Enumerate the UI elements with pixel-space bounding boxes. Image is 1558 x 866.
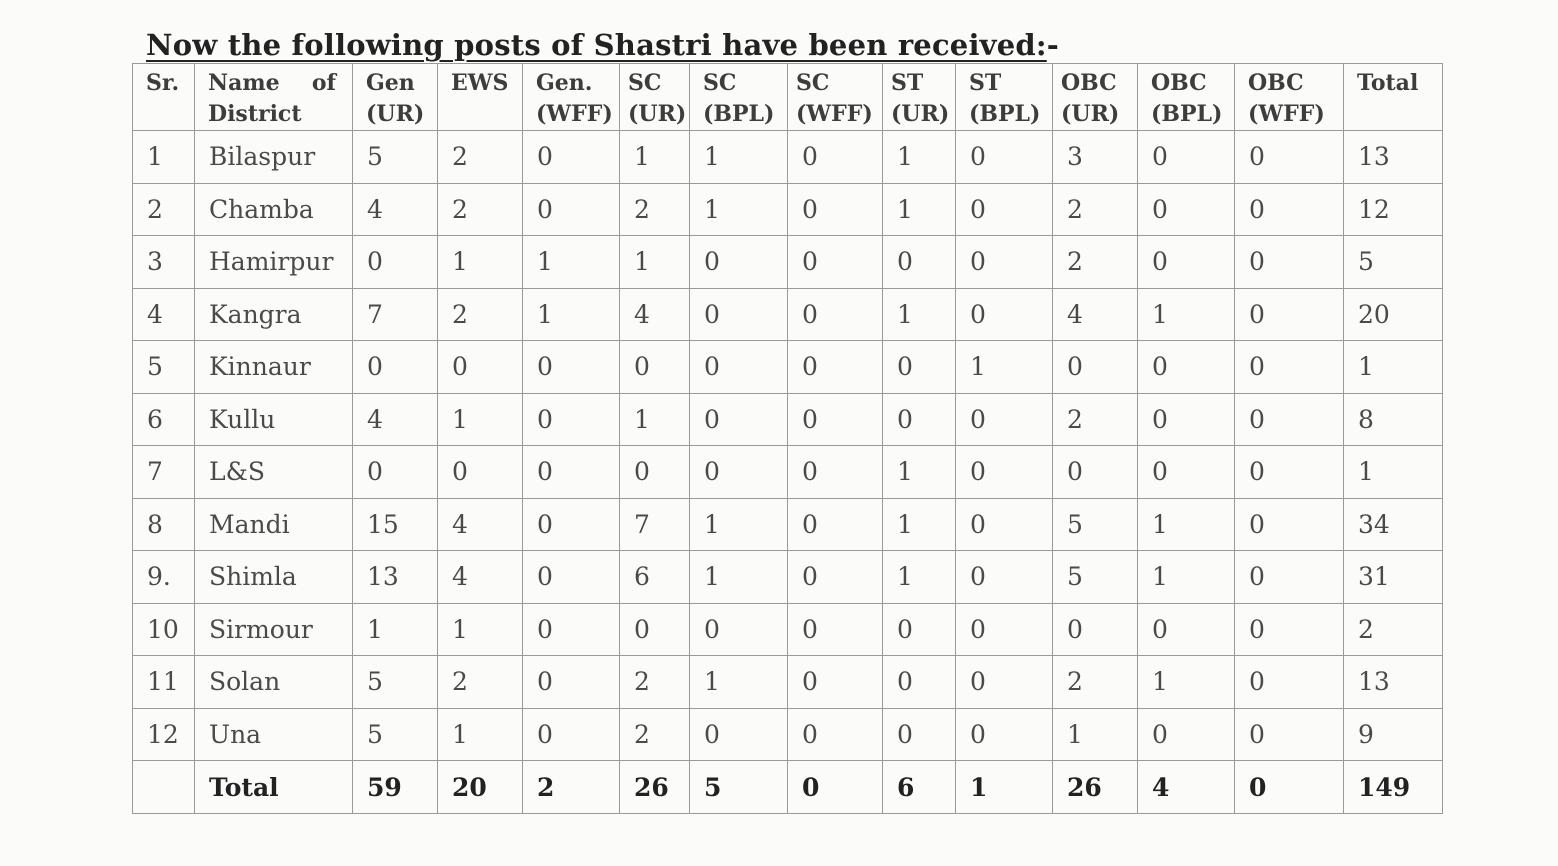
col-obc-wff: OBC (WFF) [1235,64,1344,131]
ews-cell: 1 [438,393,523,446]
sc-bpl-cell: 1 [690,183,788,236]
table-row [133,183,1443,236]
obc-wff-cell: 0 [1235,393,1344,446]
st-bpl-cell: 0 [956,393,1053,446]
table-row [133,288,1443,341]
sc-ur-cell: 2 [620,183,690,236]
row-district: Bilaspur [195,131,353,184]
obc-ur-cell: 2 [1053,183,1138,236]
gen-wff-cell: 0 [523,393,620,446]
sc-wff-cell: 0 [788,446,883,499]
obc-ur-cell: 5 [1053,551,1138,604]
gen-wff-cell: 0 [523,551,620,604]
gen-wff-cell: 1 [523,288,620,341]
sc-wff-cell: 0 [788,603,883,656]
table-row [133,393,1443,446]
obc-wff-cell: 0 [1235,341,1344,394]
obc-wff-cell: 0 [1235,708,1344,761]
obc-ur-cell: 2 [1053,393,1138,446]
row-sr: 1 [133,131,195,184]
col-gen-ur: Gen (UR) [353,64,438,131]
sc-ur-cell: 0 [620,341,690,394]
grand-total-cell: 149 [1344,761,1443,814]
gen-ur-cell: 13 [353,551,438,604]
row-district: Sirmour [195,603,353,656]
obc-wff-cell: 0 [1235,288,1344,341]
row-sr: 5 [133,341,195,394]
st-bpl-cell: 0 [956,131,1053,184]
total-cell: 59 [353,761,438,814]
obc-ur-cell: 2 [1053,656,1138,709]
obc-wff-cell: 0 [1235,131,1344,184]
st-bpl-cell: 0 [956,236,1053,289]
sc-wff-cell: 0 [788,393,883,446]
gen-ur-cell: 5 [353,708,438,761]
ews-cell: 2 [438,288,523,341]
row-district: Kullu [195,393,353,446]
row-total-cell: 13 [1344,131,1443,184]
row-sr: 11 [133,656,195,709]
col-sr: Sr. [133,64,195,131]
total-cell: 26 [620,761,690,814]
obc-wff-cell: 0 [1235,446,1344,499]
sc-ur-cell: 2 [620,656,690,709]
ews-cell: 1 [438,708,523,761]
sc-ur-cell: 1 [620,236,690,289]
sc-ur-cell: 6 [620,551,690,604]
sc-wff-cell: 0 [788,341,883,394]
total-cell: 1 [956,761,1053,814]
total-cell: 4 [1138,761,1235,814]
row-district: L&S [195,446,353,499]
sc-ur-cell: 0 [620,603,690,656]
obc-wff-cell: 0 [1235,603,1344,656]
st-bpl-cell: 0 [956,551,1053,604]
gen-wff-cell: 0 [523,341,620,394]
gen-wff-cell: 0 [523,656,620,709]
st-ur-cell: 1 [883,551,956,604]
gen-wff-cell: 0 [523,498,620,551]
col-sc-wff: SC (WFF) [788,64,883,131]
sc-wff-cell: 0 [788,288,883,341]
st-ur-cell: 1 [883,183,956,236]
total-cell: 5 [690,761,788,814]
st-ur-cell: 0 [883,341,956,394]
row-sr: 9. [133,551,195,604]
row-total-cell: 2 [1344,603,1443,656]
document-heading [146,28,1059,62]
total-cell: 2 [523,761,620,814]
obc-bpl-cell: 0 [1138,341,1235,394]
row-total-cell: 20 [1344,288,1443,341]
col-total: Total [1344,64,1443,131]
col-obc-bpl: OBC (BPL) [1138,64,1235,131]
st-bpl-cell: 0 [956,183,1053,236]
st-bpl-cell: 0 [956,498,1053,551]
obc-ur-cell: 3 [1053,131,1138,184]
st-bpl-cell: 0 [956,656,1053,709]
table-header-row [133,64,1443,131]
obc-wff-cell: 0 [1235,551,1344,604]
ews-cell: 4 [438,498,523,551]
table-row [133,446,1443,499]
st-ur-cell: 0 [883,656,956,709]
gen-wff-cell: 1 [523,236,620,289]
sc-wff-cell: 0 [788,551,883,604]
sc-bpl-cell: 1 [690,656,788,709]
gen-wff-cell: 0 [523,603,620,656]
obc-ur-cell: 1 [1053,708,1138,761]
ews-cell: 0 [438,446,523,499]
total-cell: 26 [1053,761,1138,814]
row-district: Hamirpur [195,236,353,289]
st-ur-cell: 0 [883,393,956,446]
row-total-cell: 34 [1344,498,1443,551]
sc-wff-cell: 0 [788,236,883,289]
row-total-cell: 31 [1344,551,1443,604]
obc-bpl-cell: 0 [1138,446,1235,499]
row-district: Kangra [195,288,353,341]
row-total-cell: 5 [1344,236,1443,289]
obc-bpl-cell: 0 [1138,603,1235,656]
row-total-cell: 9 [1344,708,1443,761]
col-st-bpl: ST (BPL) [956,64,1053,131]
row-district: Chamba [195,183,353,236]
sc-wff-cell: 0 [788,183,883,236]
st-ur-cell: 0 [883,603,956,656]
col-sc-bpl: SC (BPL) [690,64,788,131]
table-row [133,498,1443,551]
sc-bpl-cell: 1 [690,131,788,184]
sc-wff-cell: 0 [788,131,883,184]
obc-bpl-cell: 0 [1138,393,1235,446]
row-sr: 8 [133,498,195,551]
gen-ur-cell: 5 [353,131,438,184]
col-obc-ur: OBC (UR) [1053,64,1138,131]
sc-bpl-cell: 0 [690,603,788,656]
obc-bpl-cell: 1 [1138,551,1235,604]
sc-wff-cell: 0 [788,656,883,709]
row-sr: 6 [133,393,195,446]
total-cell: 20 [438,761,523,814]
row-district: Shimla [195,551,353,604]
gen-wff-cell: 0 [523,183,620,236]
st-bpl-cell: 0 [956,708,1053,761]
st-ur-cell: 1 [883,498,956,551]
st-ur-cell: 1 [883,446,956,499]
table-row [133,131,1443,184]
st-ur-cell: 0 [883,708,956,761]
row-sr: 2 [133,183,195,236]
col-ews: EWS [438,64,523,131]
row-sr: 3 [133,236,195,289]
obc-ur-cell: 2 [1053,236,1138,289]
sc-ur-cell: 0 [620,446,690,499]
heading-suffix: - [1046,28,1060,62]
obc-bpl-cell: 0 [1138,183,1235,236]
sc-bpl-cell: 0 [690,708,788,761]
obc-ur-cell: 0 [1053,603,1138,656]
ews-cell: 0 [438,341,523,394]
total-cell: 0 [788,761,883,814]
col-sc-ur: SC (UR) [620,64,690,131]
gen-wff-cell: 0 [523,446,620,499]
table-row [133,341,1443,394]
row-sr: 12 [133,708,195,761]
posts-table [132,63,1443,814]
totals-sr [133,761,195,814]
gen-ur-cell: 0 [353,341,438,394]
gen-wff-cell: 0 [523,131,620,184]
ews-cell: 4 [438,551,523,604]
row-total-cell: 1 [1344,341,1443,394]
obc-bpl-cell: 0 [1138,131,1235,184]
obc-ur-cell: 5 [1053,498,1138,551]
sc-ur-cell: 2 [620,708,690,761]
sc-wff-cell: 0 [788,498,883,551]
obc-ur-cell: 0 [1053,341,1138,394]
heading-text: Now the following posts of Shastri have been received: [146,28,1047,62]
col-st-ur: ST (UR) [883,64,956,131]
table-body [133,131,1443,761]
st-bpl-cell: 0 [956,603,1053,656]
total-cell: 6 [883,761,956,814]
table-row [133,551,1443,604]
row-district: Una [195,708,353,761]
sc-wff-cell: 0 [788,708,883,761]
obc-bpl-cell: 0 [1138,236,1235,289]
obc-wff-cell: 0 [1235,498,1344,551]
sc-bpl-cell: 0 [690,446,788,499]
table-row [133,603,1443,656]
sc-bpl-cell: 0 [690,393,788,446]
ews-cell: 1 [438,603,523,656]
row-total-cell: 13 [1344,656,1443,709]
row-district: Kinnaur [195,341,353,394]
sc-ur-cell: 7 [620,498,690,551]
row-district: Solan [195,656,353,709]
ews-cell: 2 [438,183,523,236]
sc-bpl-cell: 1 [690,498,788,551]
sc-bpl-cell: 0 [690,341,788,394]
st-ur-cell: 0 [883,236,956,289]
obc-bpl-cell: 1 [1138,498,1235,551]
gen-ur-cell: 1 [353,603,438,656]
col-district: Name of District [195,64,353,131]
obc-ur-cell: 4 [1053,288,1138,341]
table-row [133,236,1443,289]
totals-label: Total [195,761,353,814]
obc-wff-cell: 0 [1235,236,1344,289]
ews-cell: 2 [438,131,523,184]
sc-bpl-cell: 0 [690,288,788,341]
row-total-cell: 8 [1344,393,1443,446]
st-bpl-cell: 0 [956,446,1053,499]
row-total-cell: 12 [1344,183,1443,236]
col-gen-wff: Gen. (WFF) [523,64,620,131]
st-bpl-cell: 1 [956,341,1053,394]
sc-bpl-cell: 0 [690,236,788,289]
sc-ur-cell: 1 [620,393,690,446]
ews-cell: 2 [438,656,523,709]
obc-wff-cell: 0 [1235,183,1344,236]
row-district: Mandi [195,498,353,551]
sc-ur-cell: 4 [620,288,690,341]
obc-ur-cell: 0 [1053,446,1138,499]
row-sr: 10 [133,603,195,656]
obc-bpl-cell: 1 [1138,656,1235,709]
row-sr: 7 [133,446,195,499]
gen-ur-cell: 4 [353,393,438,446]
totals-row [133,761,1443,814]
gen-ur-cell: 4 [353,183,438,236]
st-bpl-cell: 0 [956,288,1053,341]
gen-ur-cell: 7 [353,288,438,341]
gen-ur-cell: 0 [353,446,438,499]
table-row [133,708,1443,761]
gen-ur-cell: 0 [353,236,438,289]
row-sr: 4 [133,288,195,341]
st-ur-cell: 1 [883,131,956,184]
gen-wff-cell: 0 [523,708,620,761]
total-cell: 0 [1235,761,1344,814]
gen-ur-cell: 5 [353,656,438,709]
st-ur-cell: 1 [883,288,956,341]
obc-bpl-cell: 0 [1138,708,1235,761]
gen-ur-cell: 15 [353,498,438,551]
sc-ur-cell: 1 [620,131,690,184]
row-total-cell: 1 [1344,446,1443,499]
obc-bpl-cell: 1 [1138,288,1235,341]
ews-cell: 1 [438,236,523,289]
sc-bpl-cell: 1 [690,551,788,604]
obc-wff-cell: 0 [1235,656,1344,709]
table-row [133,656,1443,709]
